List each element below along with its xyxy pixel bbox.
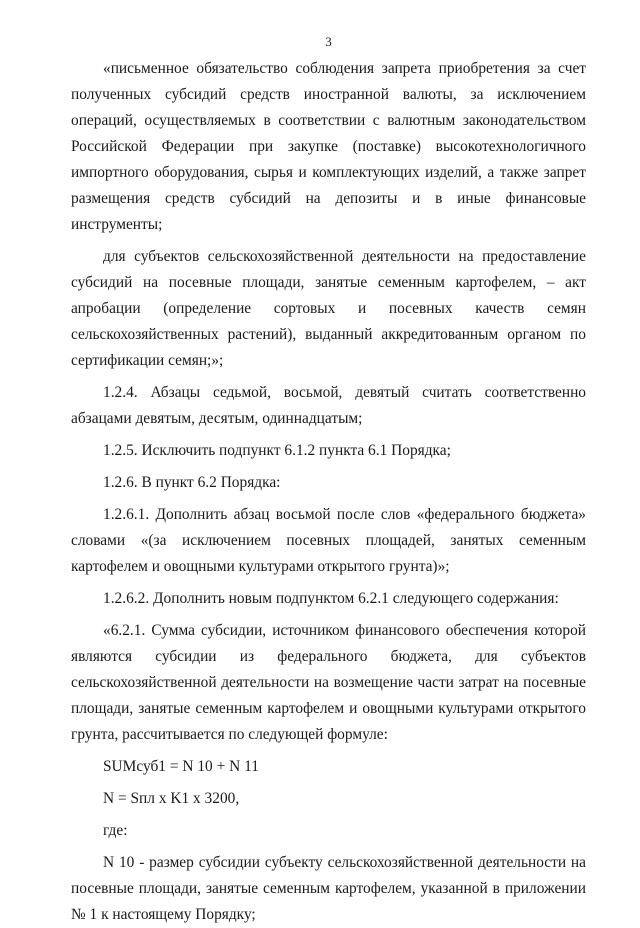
paragraph-1-2-4: 1.2.4. Абзацы седьмой, восьмой, девятый считать соответственно абзацами девятым, десятым, одиннадцатым; bbox=[71, 384, 586, 427]
formula-sum-subsidy: SUMсуб1 = N 10 + N 11 bbox=[103, 758, 259, 775]
paragraph-1-2-6-1: 1.2.6.1. Дополнить абзац восьмой после слов «федерального бюджета» словами «(за исключением посевных площадей, занятых семенным картофелем и овощными культурами открытого грунта)»; bbox=[71, 506, 586, 575]
definition-n10: N 10 - размер субсидии субъекту сельскохозяйственной деятельности на посевные площади, занятые семенным картофелем, указанной в приложении № 1 к настоящему Порядку; bbox=[71, 854, 586, 923]
paragraph-6-2-1: «6.2.1. Сумма субсидии, источником финансового обеспечения которой являются субсидии из федерального бюджета, для субъектов сельскохозяйственной деятельности на возмещение части затрат на посевные площади, занятые семенным картофелем и овощными культурами открытого грунта, рассчитывается по следующей формуле: bbox=[71, 622, 586, 743]
paragraph-1-2-6: 1.2.6. В пункт 6.2 Порядка: bbox=[103, 474, 281, 491]
paragraph-1-2-5: 1.2.5. Исключить подпункт 6.1.2 пункта 6.1 Порядка; bbox=[103, 442, 451, 459]
page-number: 3 bbox=[325, 34, 332, 49]
paragraph-seed-potato-act: для субъектов сельскохозяйственной деятельности на предоставление субсидий на посевные площади, занятые семенным картофелем, – акт апробации (определение сортовых и посевных качеств семян сельскохозяйственных растений), выданный аккредитованным органом по сертификации семян;»; bbox=[71, 248, 586, 369]
paragraph-1-2-6-2: 1.2.6.2. Дополнить новым подпунктом 6.2.1 следующего содержания: bbox=[103, 590, 559, 607]
formula-n: N = Sпл х K1 х 3200, bbox=[103, 790, 240, 807]
paragraph-written-obligation: «письменное обязательство соблюдения запрета приобретения за счет полученных субсидий средств иностранной валюты, за исключением операций, осуществляемых в соответствии с валютным законодательством Российской Федерации при закупке (поставке) высокотехнологичного импортного оборудования, сырья и комплектующих изделий, а также запрет размещения средств субсидий на депозиты и в иные финансовые инструменты; bbox=[71, 60, 586, 233]
where-label: где: bbox=[103, 822, 128, 839]
